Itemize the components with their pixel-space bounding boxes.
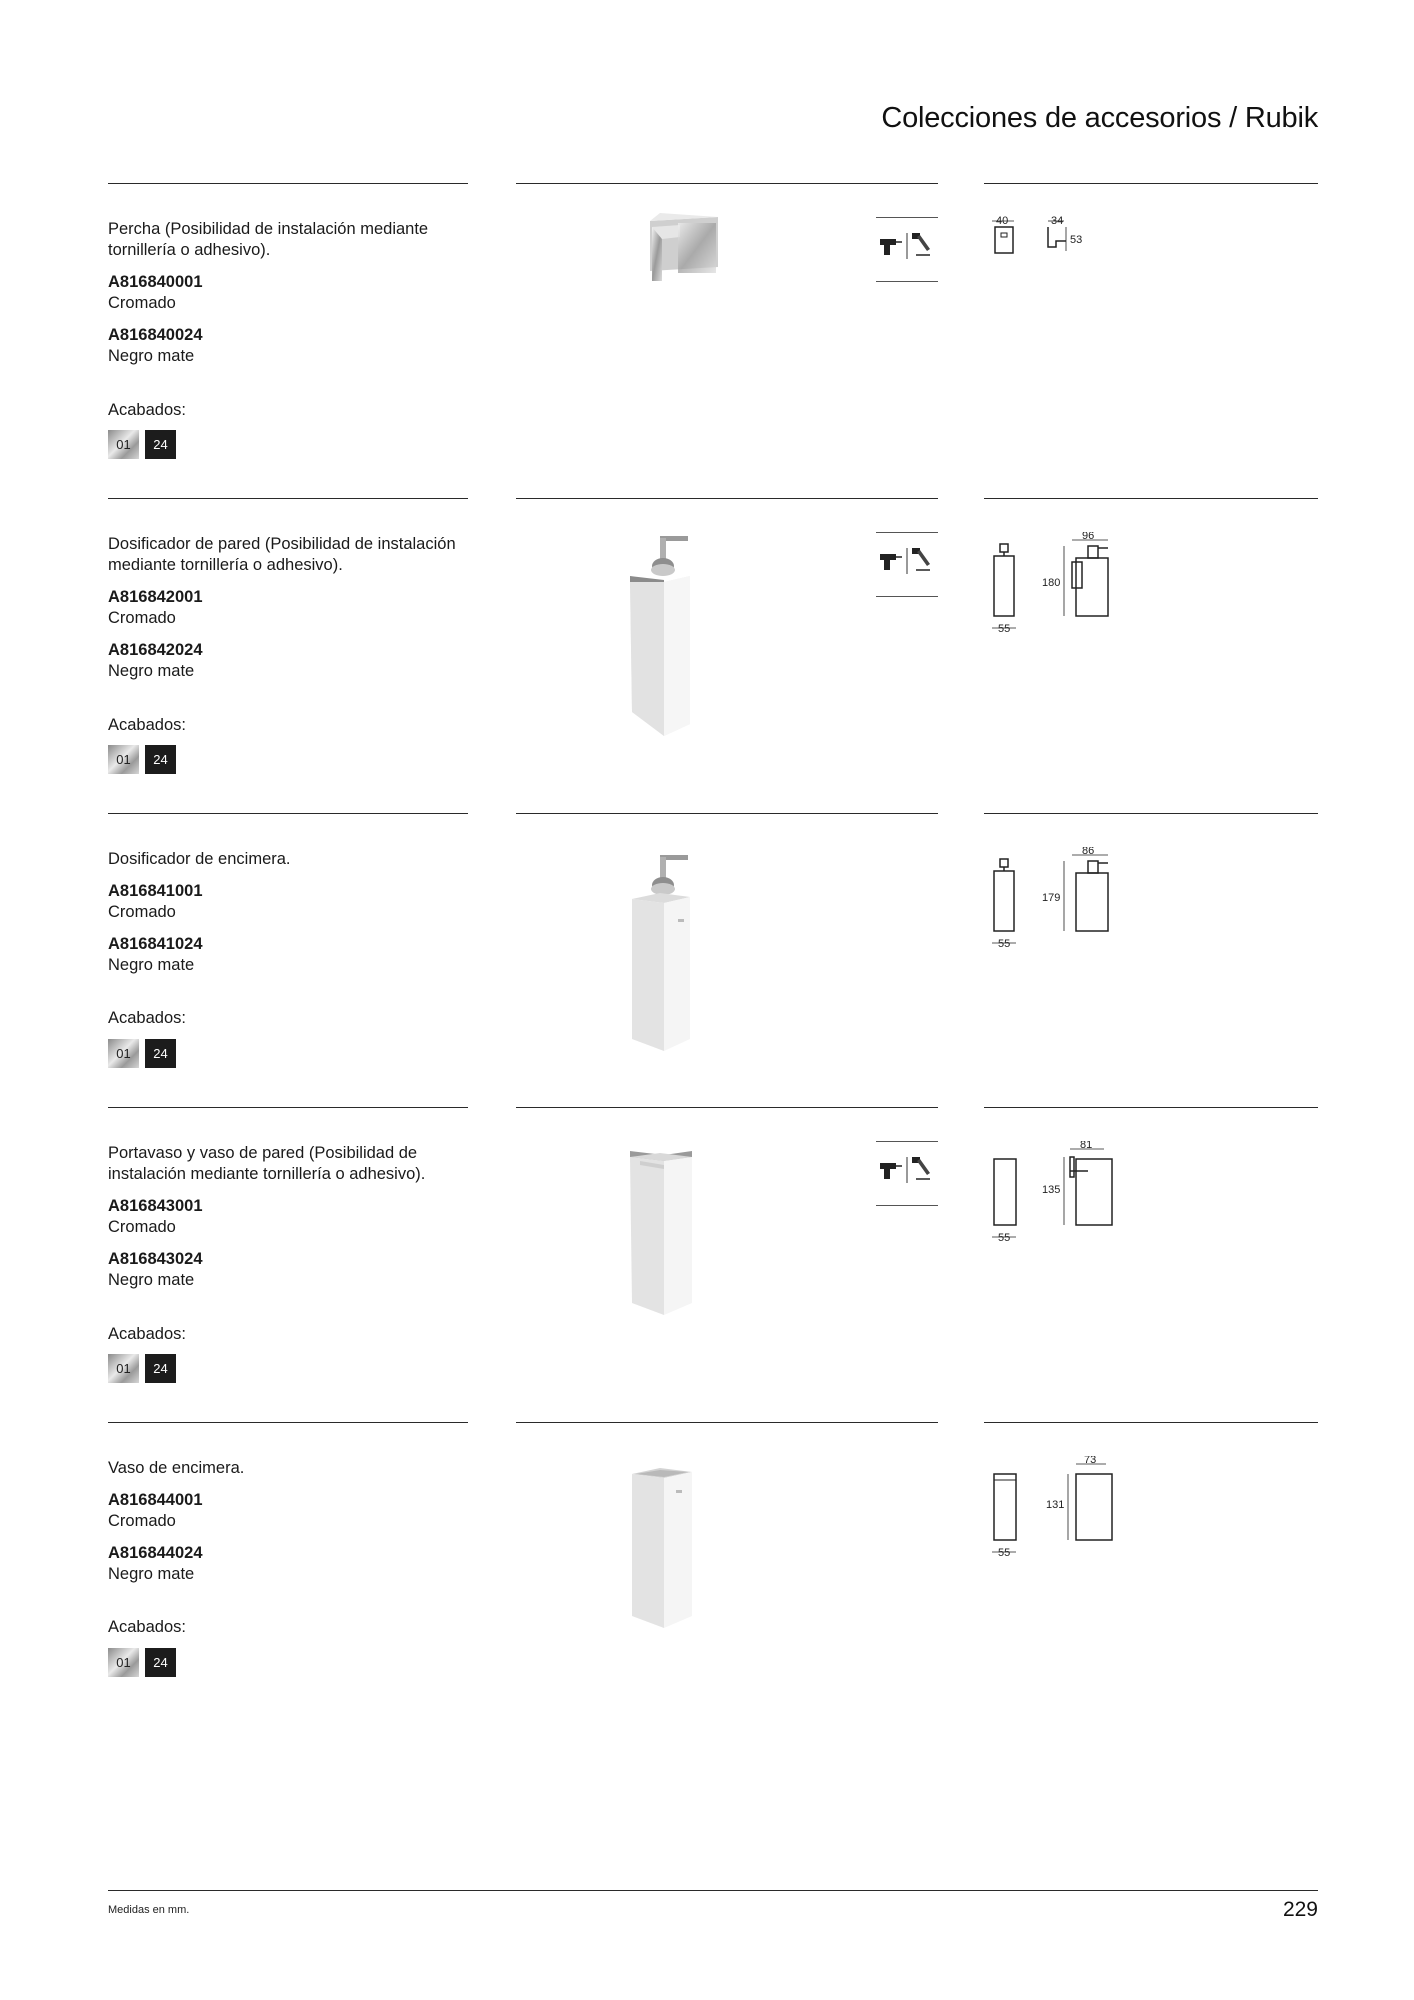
finish-name: Cromado: [108, 903, 176, 921]
dimension-drawing: [984, 847, 1154, 977]
product-wall-tumbler: [0, 1107, 1414, 1407]
divider: [984, 183, 1318, 184]
swatch-chrome: 01: [108, 1648, 139, 1677]
divider: [516, 813, 938, 814]
divider: [984, 813, 1318, 814]
page-title: Colecciones de accesorios / Rubik: [881, 102, 1318, 134]
variant: [108, 881, 478, 923]
dimension-label: 40: [996, 215, 1009, 227]
product-code: A816844001: [108, 1491, 203, 1509]
divider: [984, 1422, 1318, 1423]
product-code: A816842024: [108, 641, 203, 659]
footer-divider: [108, 1890, 1318, 1891]
finishes-label: Acabados:: [108, 401, 186, 419]
adhesive-icon: [910, 229, 936, 261]
finishes-label: Acabados:: [108, 716, 186, 734]
dimension-label: 179: [1042, 892, 1061, 904]
dimension-label: 86: [1082, 847, 1095, 857]
divider: [984, 498, 1318, 499]
adhesive-icon: [910, 544, 936, 576]
product-percha: [0, 183, 1414, 483]
divider: [108, 498, 468, 499]
product-info: [108, 1458, 478, 1596]
dimension-label: 180: [1042, 577, 1061, 589]
divider: [516, 1107, 938, 1108]
finish-swatches: [108, 745, 176, 774]
variant: [108, 1490, 478, 1532]
dimension-drawing: [984, 1456, 1154, 1576]
variant: [108, 272, 478, 314]
installation-icons: [876, 532, 938, 598]
divider: [516, 183, 938, 184]
swatch-chrome: 01: [108, 745, 139, 774]
product-counter-dispenser: [0, 813, 1414, 1113]
finish-name: Cromado: [108, 294, 176, 312]
finish-swatches: [108, 1648, 176, 1677]
dimension-label: 131: [1046, 1499, 1065, 1511]
product-info: [108, 1143, 478, 1302]
product-photo-counter-tumbler: [600, 1464, 730, 1634]
dimension-label: 55: [998, 623, 1011, 635]
dimension-label: 53: [1070, 234, 1083, 246]
product-info: [108, 849, 478, 987]
product-photo-hook: [600, 213, 720, 303]
swatch-chrome: 01: [108, 1039, 139, 1068]
finishes-label: Acabados:: [108, 1618, 186, 1636]
dimension-label: 135: [1042, 1184, 1061, 1196]
divider: [984, 1107, 1318, 1108]
variant: [108, 325, 478, 367]
dimension-label: 55: [998, 1232, 1011, 1244]
product-photo-wall-dispenser: [600, 536, 730, 740]
variant: [108, 1196, 478, 1238]
product-photo-wall-tumbler: [600, 1147, 730, 1317]
finish-swatches: [108, 430, 176, 459]
product-photo-counter-dispenser: [600, 855, 730, 1055]
dimension-drawing: [984, 1141, 1154, 1261]
dimension-drawing: [984, 215, 1104, 275]
product-info: [108, 534, 478, 693]
product-code: A816843001: [108, 1197, 203, 1215]
dimension-label: 81: [1080, 1141, 1093, 1151]
swatch-chrome: 01: [108, 430, 139, 459]
product-code: A816844024: [108, 1544, 203, 1562]
swatch-black: 24: [145, 1648, 176, 1677]
variant: [108, 1543, 478, 1585]
dimension-drawing: [984, 532, 1154, 662]
finishes-label: Acabados:: [108, 1325, 186, 1343]
variant: [108, 640, 478, 682]
finish-name: Cromado: [108, 1218, 176, 1236]
finish-name: Negro mate: [108, 1271, 195, 1289]
product-code: A816840001: [108, 273, 203, 291]
variant: [108, 934, 478, 976]
product-code: A816840024: [108, 326, 203, 344]
product-description: Dosificador de pared (Posibilidad de instalación mediante tornillería o adhesivo).: [108, 535, 456, 574]
dimension-label: 96: [1082, 532, 1095, 542]
dimension-label: 55: [998, 1547, 1011, 1559]
product-counter-tumbler: [0, 1422, 1414, 1722]
finish-name: Negro mate: [108, 347, 195, 365]
finish-swatches: [108, 1354, 176, 1383]
divider: [108, 813, 468, 814]
variant: [108, 1249, 478, 1291]
product-code: A816841001: [108, 882, 203, 900]
divider: [108, 1422, 468, 1423]
swatch-black: 24: [145, 430, 176, 459]
variant: [108, 587, 478, 629]
divider: [108, 183, 468, 184]
product-info: [108, 219, 478, 378]
page-number: 229: [1282, 1898, 1318, 1921]
finish-name: Negro mate: [108, 956, 195, 974]
product-code: A816841024: [108, 935, 203, 953]
product-description: Percha (Posibilidad de instalación mediante tornillería o adhesivo).: [108, 220, 429, 259]
swatch-chrome: 01: [108, 1354, 139, 1383]
product-code: A816842001: [108, 588, 203, 606]
footer-note: Medidas en mm.: [108, 1904, 190, 1916]
finish-name: Negro mate: [108, 662, 195, 680]
divider: [108, 1107, 468, 1108]
divider: [516, 498, 938, 499]
product-description: Vaso de encimera.: [108, 1459, 245, 1477]
swatch-black: 24: [145, 1039, 176, 1068]
finish-name: Negro mate: [108, 1565, 195, 1583]
finish-name: Cromado: [108, 609, 176, 627]
installation-icons: [876, 1141, 938, 1207]
finishes-label: Acabados:: [108, 1009, 186, 1027]
finish-name: Cromado: [108, 1512, 176, 1530]
product-wall-dispenser: [0, 498, 1414, 798]
swatch-black: 24: [145, 745, 176, 774]
dimension-label: 73: [1084, 1456, 1097, 1466]
product-code: A816843024: [108, 1250, 203, 1268]
swatch-black: 24: [145, 1354, 176, 1383]
product-description: Portavaso y vaso de pared (Posibilidad de instalación mediante tornillería o adhesivo).: [108, 1144, 426, 1183]
divider: [516, 1422, 938, 1423]
dimension-label: 55: [998, 938, 1011, 950]
adhesive-icon: [910, 1153, 936, 1185]
finish-swatches: [108, 1039, 176, 1068]
product-description: Dosificador de encimera.: [108, 850, 291, 868]
dimension-label: 34: [1051, 215, 1064, 227]
installation-icons: [876, 217, 938, 283]
